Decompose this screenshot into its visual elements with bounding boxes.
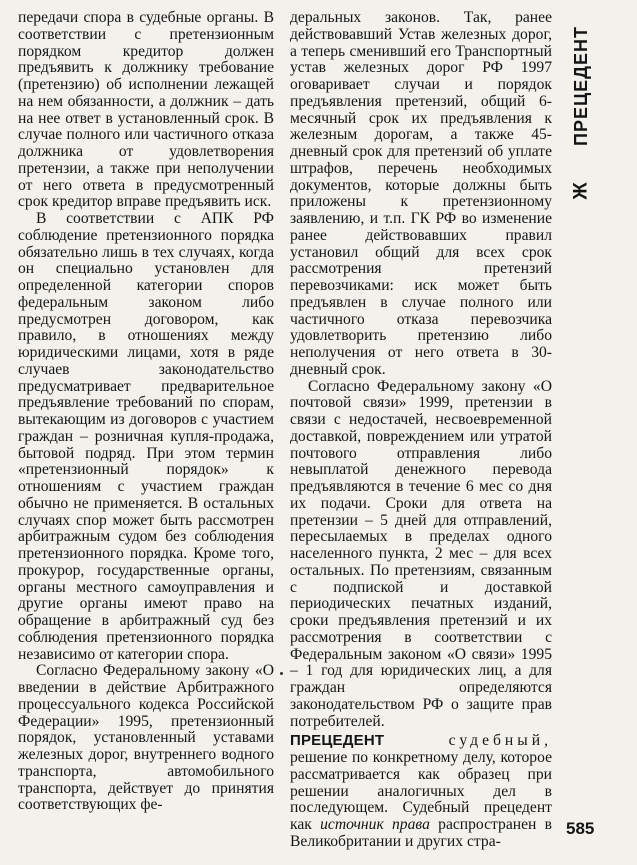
entry-text: решение по конкретному делу, которое рассматривается как образец при решении аналогичных дел в последующем. Судебный прецедент как xyxy=(290,749,552,833)
paragraph: Согласно Федеральному закону «О введении в действие Арбитражного процессуального кодекса Российской Федерации» 1995, претензионный порядок, установленный уставами железных дорог, внутреннего водного транспорта, автомобильного транспорта, действует до принятия соответствующих фе- xyxy=(18,662,274,814)
margin-dot xyxy=(280,672,283,675)
running-head xyxy=(563,18,597,158)
left-column xyxy=(18,10,274,814)
paragraph: В соответствии с АПК РФ соблюдение претензионного порядка обязательно лишь в тех случаях, когда он специально установлен для определенной категории споров федеральным законом либо предусмотрен договором, как правило, в отношениях между юридическими лицами, хотя в ряде случаев законодательство предусматривает предварительное предъявление требований по спорам, вытекающим из договоров с участием граждан – розничная купля-продажа, бытовой подряд. При этом термин «претензионный порядок» к отношениям с участием граждан обычно не применяется. В остальных случаях спор может быть рассмотрен арбитражным судом без соблюдения претензионного порядка. Кроме того, прокурор, государственные органы, органы местного самоуправления и другие органы имеют право на обращение в арбитражный суд без соблюдения претензионного порядка независимо от категории спора. xyxy=(18,210,274,663)
dictionary-entry xyxy=(290,733,552,850)
paragraph: Согласно Федеральному закону «О почтовой связи» 1999, претензии в связи с недостачей, несвоевременной доставкой, повреждением или утратой почтового отправления либо невыплатой денежного перевода предъявляются в течение 6 мес со дня их подачи. Сроки для ответа на претензии – 5 дней для отправлений, пересылаемых в пределах одного населенного пункта, 2 мес – для всех остальных. По претензиям, связанным с подпиской и доставкой периодических печатных изданий, сроки предъявления претензий и их рассмотрения в соответствии с Федеральным законом «О связи» 1995 – 1 год для юридических лиц, а для граждан определяются законодательством РФ о защите прав потребителей. xyxy=(290,377,552,730)
page-number: 585 xyxy=(566,819,595,838)
running-head-word: ПРЕЦЕДЕНТ xyxy=(571,26,591,146)
entry-text: распространен в Великобритании и других стра- xyxy=(290,816,552,850)
entry-italic: источник права xyxy=(320,816,430,833)
paragraph: передачи спора в судебные органы. В соответствии с претензионным порядком кредитор должен предъявить к должнику требование (претензию) об исполнении лежащей на нем обязанности, а должник – дать на нее ответ в установленный срок. В случае полного или частичного отказа должника от удовлетворения претензии, а также при неполучении от него ответа в предусмотренный срок кредитор вправе предъявить иск. xyxy=(18,9,274,211)
entry-term: ПРЕЦЕДЕНТ xyxy=(290,732,385,750)
section-letter: Ж xyxy=(570,182,592,200)
entry-spaced-word: судебный, xyxy=(448,732,552,750)
paragraph: деральных законов. Так, ранее действовавший Устав железных дорог, а теперь сменивший его Транспортный устав железных дорог РФ 1997 оговаривает случаи и порядок предъявления претензий, общий 6-месячный срок их предъявления к железным дорогам, а также 45-дневный срок для претензий об уплате штрафов, перечень необходимых документов, которые должны быть приложены к претензионному заявлению, и т.п. ГК РФ во изменение ранее действовавших правил установил общий для всех срок рассмотрения претензий перевозчиками: иск может быть предъявлен в случае полного или частичного отказа перевозчика удовлетворить претензию либо неполучения от него ответа в 30-дневный срок. xyxy=(290,9,552,378)
right-column xyxy=(290,10,552,851)
